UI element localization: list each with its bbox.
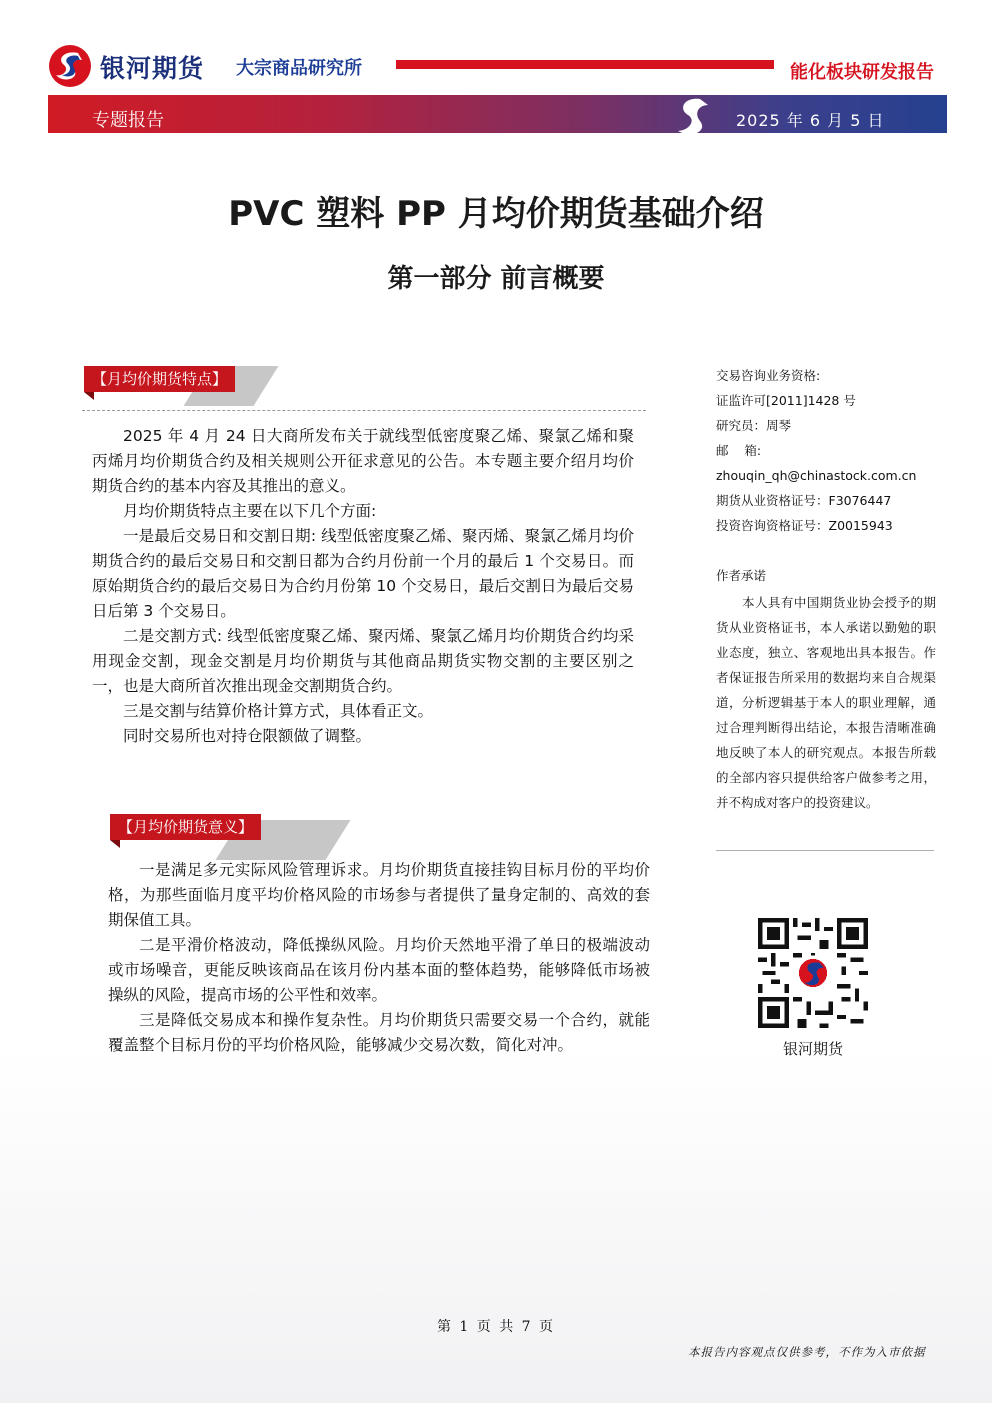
pledge-text: 本人具有中国期货业协会授予的期货从业资格证书，本人承诺以勤勉的职业态度，独立、客观地出具本报告。作者保证报告所采用的数据均来自合规渠道，分析逻辑基于本人的职业理解，通过合理判断得出结论，本报告清晰准确地反映了本人的研究观点。本报告所载的全部内容只提供给客户做参考之用，并不构成对客户的投资建议。 (716, 595, 936, 810)
futures-cert-number: 期货从业资格证号：F3076447 (716, 493, 892, 508)
report-date: 2025 年 6 月 5 日 (736, 111, 885, 130)
sidebar-divider (716, 850, 934, 851)
dashed-divider (82, 410, 646, 411)
page-number: 第 1 页 共 7 页 (436, 1319, 556, 1335)
email-address[interactable]: zhouqin_qh@chinastock.com.cn (716, 468, 917, 483)
paragraph: 月均价期货特点主要在以下几个方面: (123, 502, 377, 520)
yinhe-logo-icon (48, 44, 92, 88)
swoosh-icon (672, 95, 712, 137)
institute-name: 大宗商品研究所 (236, 58, 362, 79)
pledge-title: 作者承诺 (716, 568, 767, 583)
qualification-title: 交易咨询业务资格: (716, 368, 821, 383)
section-tag-label: 【月均价期货特点】 (84, 366, 235, 392)
paragraph: 同时交易所也对持仓限额做了调整。 (123, 727, 372, 745)
investment-cert-number: 投资咨询资格证号：Z0015943 (716, 518, 893, 533)
disclaimer-note: 本报告内容观点仅供参考，不作为入市依据 (688, 1345, 926, 1359)
banner-label: 专题报告 (92, 110, 164, 131)
paragraph: 2025 年 4 月 24 日大商所发布关于就线型低密度聚乙烯、聚氯乙烯和聚丙烯月均价期货合约及相关规则公开征求意见的公告。本专题主要介绍月均价期货合约的基本内容及其推出的意义。 (92, 427, 634, 495)
section-heading: 第一部分 前言概要 (387, 264, 605, 294)
paragraph: 一是满足多元实际风险管理诉求。月均价期货直接挂钩目标月份的平均价格，为那些面临月度平均价格风险的市场参与者提供了量身定制的、高效的套期保值工具。 (108, 861, 650, 929)
paragraph: 三是交割与结算价格计算方式，具体看正文。 (123, 702, 434, 720)
report-type: 能化板块研发报告 (790, 62, 934, 83)
license-number: 证监许可[2011]1428 号 (716, 393, 856, 408)
header-red-rule (396, 60, 774, 69)
researcher-name: 研究员：周琴 (716, 418, 792, 433)
qr-code-icon[interactable] (758, 918, 868, 1028)
paragraph: 二是平滑价格波动，降低操纵风险。月均价天然地平滑了单日的极端波动或市场噪音，更能反映该商品在该月份内基本面的整体趋势，能够降低市场被操纵的风险，提高市场的公平性和效率。 (108, 936, 650, 1004)
qr-caption: 银河期货 (782, 1040, 843, 1058)
paragraph: 二是交割方式: 线型低密度聚乙烯、聚丙烯、聚氯乙烯月均价期货合约均采用现金交割，现金交割是月均价期货与其他商品期货实物交割的主要区别之一，也是大商所首次推出现金交割期货合约。 (92, 627, 634, 695)
paragraph: 三是降低交易成本和操作复杂性。月均价期货只需要交易一个合约，就能覆盖整个目标月份的平均价格风险，能够减少交易次数，简化对冲。 (108, 1011, 650, 1054)
brand-name: 银河期货 (100, 54, 205, 83)
section-tag-label: 【月均价期货意义】 (110, 814, 261, 840)
paragraph: 一是最后交易日和交割日期: 线型低密度聚乙烯、聚丙烯、聚氯乙烯月均价期货合约的最后交易日和交割日都为合约月份前一个月的最后 1 个交易日。而原始期货合约的最后交易日为合约月份第 10 个交易日，最后交割日为最后交易日后第 3 个交易日。 (92, 527, 634, 620)
document-title: PVC 塑料 PP 月均价期货基础介绍 (228, 194, 764, 234)
email-label: 邮 箱: (716, 443, 762, 458)
